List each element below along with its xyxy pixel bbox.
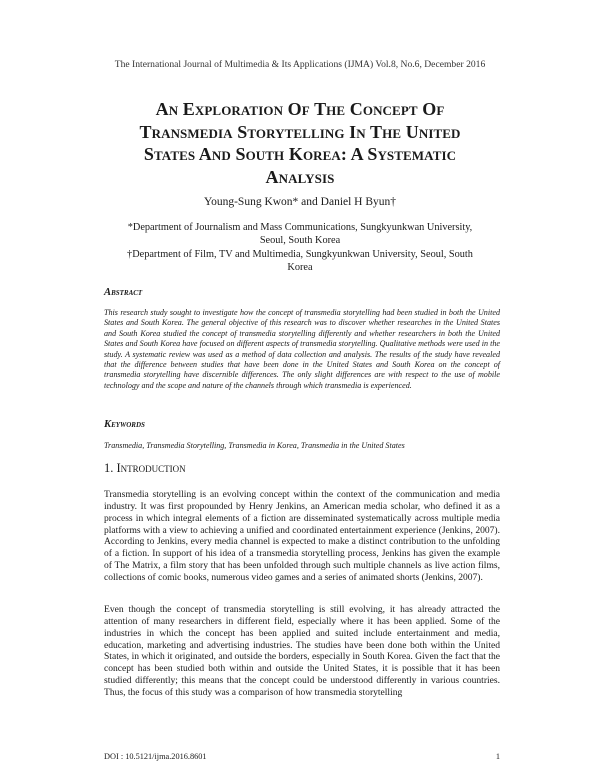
affiliation-line: †Department of Film, TV and Multimedia, Sungkyunkwan University, Seoul, South: [127, 249, 473, 260]
body-paragraph: Transmedia storytelling is an evolving concept within the context of the communication and media industry. It was first propounded by Henry Jenkins, an American media scholar, who defined it as a process in which integral elements of a fiction are disseminated systematically across multiple media platforms with a view to achieving a unified and coordinated entertainment experience (Jenkins, 2007). According to Jenkins, every media channel is expected to make a distinct contribution to the unfolding of a fiction. In support of his idea of a transmedia storytelling process, Jenkins has given the example of The Matrix, a film story that has been unfolded through such multiple channels as live action films, collections of comic books, numerous video games and a series of animated shorts (Jenkins, 2007).: [104, 489, 500, 583]
body-paragraph: Even though the concept of transmedia storytelling is still evolving, it has already attracted the attention of many researchers in different field, especially where it has been applied. Some of the industries in which the concept has been applied and suited include entertainment and media, education, marketing and advertising industries. The studies have been done both within the United States, in which it originated, and outside the borders, especially in South Korea. Given the fact that the concept has been studied both within and outside the United States, it is possible that it has been studied differently; this means that the concept could be understood differently in various countries. Thus, the focus of this study was a comparison of how transmedia storytelling: [104, 604, 500, 698]
abstract-heading: Abstract: [104, 287, 143, 298]
title-line: An Exploration Of The Concept Of: [155, 99, 445, 119]
page-footer: [104, 752, 500, 761]
doi-link[interactable]: DOI : 10.5121/ijma.2016.8601: [104, 752, 207, 761]
title-line: Analysis: [265, 166, 335, 187]
title-line: Transmedia Storytelling In The United: [139, 121, 461, 142]
keywords-text: Transmedia, Transmedia Storytelling, Transmedia in Korea, Transmedia in the United States: [104, 441, 405, 450]
page-number: 1: [495, 752, 500, 761]
introduction-heading: 1. Introduction: [104, 461, 186, 475]
keywords-heading: Keywords: [104, 419, 145, 430]
author-list: Young-Sung Kwon* and Daniel H Byun†: [203, 196, 397, 208]
title-line: States And South Korea: A Systematic: [143, 144, 457, 164]
affiliation-line: Korea: [287, 261, 313, 273]
affiliation-line: Seoul, South Korea: [259, 234, 341, 246]
paper-title: [80, 98, 520, 188]
abstract-text: This research study sought to investigate how the concept of transmedia storytelling had been studied in both the United States and South Korea. The general objective of this research was to discover whether researches in the United States and South Korea studied the concept of transmedia storytelling differently and whether researchers in both the United States and South Korea have focused on different aspects of transmedia storytelling. Qualitative methods were used in the study. A systematic review was used as a method of data collection and analysis. The results of the study have revealed that the difference between studies that have been done in the United States and South Korea on the concept of transmedia storytelling have discernible differences. The only slight differences are with respect to the use of mobile technology and the scope and nature of the channels through which transmedia is experienced.: [104, 308, 500, 390]
affiliation-1: [100, 222, 500, 247]
journal-header: The International Journal of Multimedia & Its Applications (IJMA) Vol.8, No.6, December 2016: [114, 59, 486, 70]
affiliation-line: *Department of Journalism and Mass Communications, Sungkyunkwan University,: [127, 222, 473, 233]
affiliation-2: [100, 249, 500, 274]
